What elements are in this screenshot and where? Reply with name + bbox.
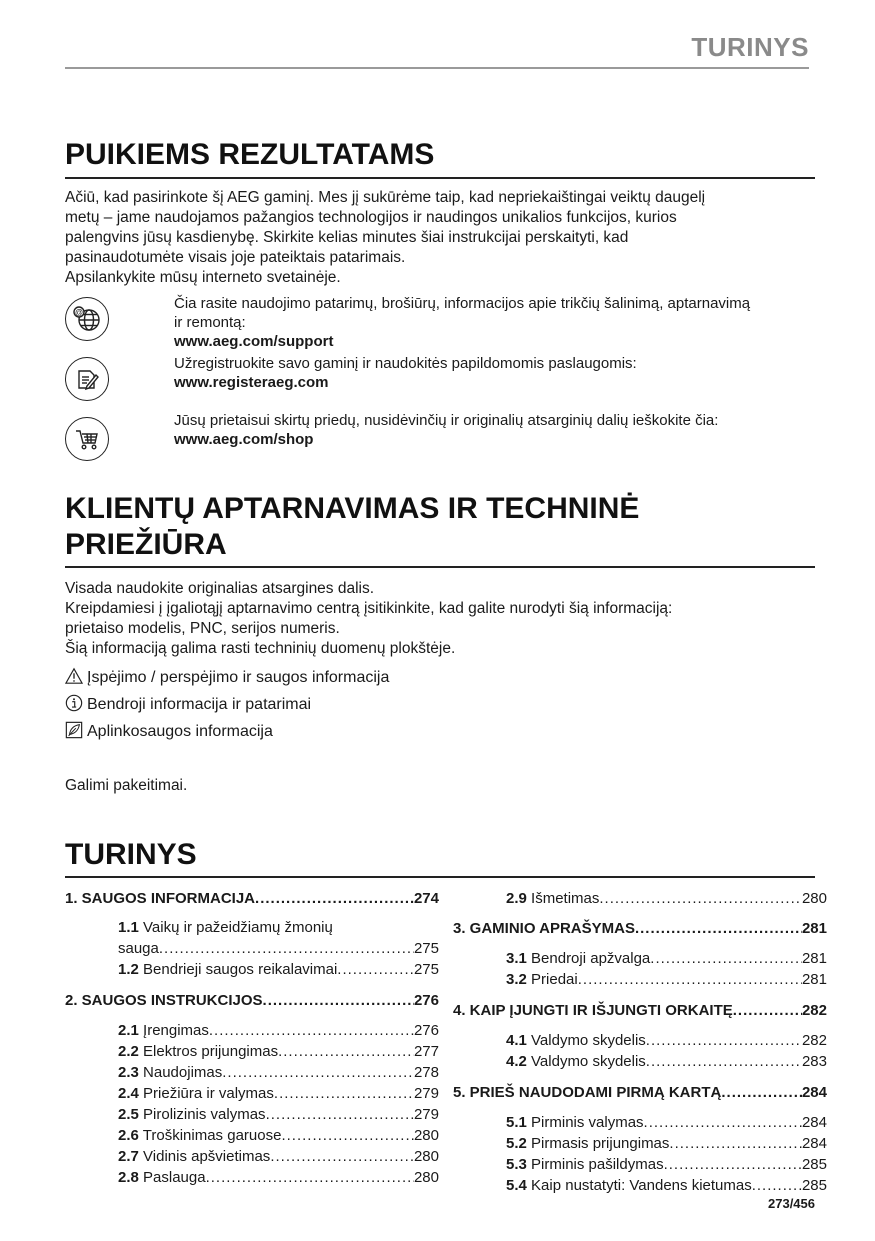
shopping-cart-icon <box>65 417 109 461</box>
page-number: 273/456 <box>768 1196 815 1211</box>
toc-entry[interactable]: 4.1 Valdymo skydelis ..... 282 <box>506 1032 827 1049</box>
globe-support-icon <box>65 297 109 341</box>
toc-entry[interactable]: 4.2 Valdymo skydelis ..... 283 <box>506 1053 827 1070</box>
toc-entry[interactable]: sauga ..... 275 <box>118 940 439 957</box>
toc-entry[interactable]: 3.1 Bendroji apžvalga ..... 281 <box>506 950 827 967</box>
support-link[interactable]: www.aeg.com/support <box>174 333 334 350</box>
legend-row <box>65 718 825 745</box>
legend-label: Bendroji informacija ir patarimai <box>87 696 312 713</box>
support-text: Čia rasite naudojimo patarimų, brošiūrų, informacijos apie trikčių šalinimą, aptarnavimą <box>174 295 751 312</box>
toc-entry[interactable]: 5. PRIEŠ NAUDODAMI PIRMĄ KARTĄ ..... 284 <box>453 1084 827 1101</box>
toc-title: TURINYS <box>65 838 197 871</box>
intro-line: pasinaudotumėte visais joje pateiktais patarimais. <box>65 249 406 266</box>
service-divider <box>65 566 815 568</box>
legend-label: Įspėjimo / perspėjimo ir saugos informacija <box>87 669 390 686</box>
intro-line: Apsilankykite mūsų interneto svetainėje. <box>65 269 341 286</box>
shop-text: Jūsų prietaisui skirtų priedų, nusidėvinčių ir originalių atsarginių dalių ieškokite čia: <box>174 412 719 429</box>
svg-text:@: @ <box>75 308 83 317</box>
toc-divider <box>65 876 815 878</box>
intro-line: metų – jame naudojamos pažangios technologijos ir naudingos unikalios funkcijos, kurios <box>65 209 677 226</box>
support-text-cont: ir remontą: <box>174 314 246 331</box>
toc-entry[interactable]: 5.4 Kaip nustatyti: Vandens kietumas ..... 285 <box>506 1177 827 1194</box>
service-title-line: KLIENTŲ APTARNAVIMAS IR TECHNINĖ <box>65 492 640 525</box>
changes-note: Galimi pakeitimai. <box>65 777 188 794</box>
toc-entry[interactable]: 5.3 Pirminis pašildymas ..... 285 <box>506 1156 827 1173</box>
intro-line: Ačiū, kad pasirinkote šį AEG gaminį. Mes jį sukūrėme taip, kad nepriekaištingai veiktų daugelį <box>65 189 706 206</box>
toc-entry[interactable]: 2.4 Priežiūra ir valymas ..... 279 <box>118 1085 439 1102</box>
toc-entry[interactable]: 3. GAMINIO APRAŠYMAS ..... 281 <box>453 920 827 937</box>
toc-entry[interactable]: 2.9 Išmetimas ..... 280 <box>506 890 827 907</box>
service-line: Kreipdamiesi į įgaliotąjį aptarnavimo centrą įsitikinkite, kad galite nurodyti šią informaciją: <box>65 600 673 617</box>
register-item <box>65 354 825 404</box>
service-title-line: PRIEŽIŪRA <box>65 528 227 561</box>
toc-entry[interactable]: 2.1 Įrengimas ..... 276 <box>118 1022 439 1039</box>
register-link[interactable]: www.registeraeg.com <box>174 374 329 391</box>
shop-item <box>65 411 825 463</box>
toc-entry[interactable]: 5.1 Pirminis valymas ..... 284 <box>506 1114 827 1131</box>
toc-entry[interactable]: 5.2 Pirmasis prijungimas ..... 284 <box>506 1135 827 1152</box>
legend-row <box>65 691 825 718</box>
toc-entry[interactable]: 1.2 Bendrieji saugos reikalavimai ..... 275 <box>118 961 439 978</box>
shop-link[interactable]: www.aeg.com/shop <box>174 431 314 448</box>
legend-row <box>65 664 825 691</box>
intro-title: PUIKIEMS REZULTATAMS <box>65 138 435 171</box>
intro-divider <box>65 177 815 179</box>
service-line: Šią informaciją galima rasti techninių duomenų plokštėje. <box>65 640 456 657</box>
intro-line: palengvins jūsų kasdienybę. Skirkite kelias minutes šiai instrukcijai perskaityti, kad <box>65 229 629 246</box>
toc-entry[interactable]: 2.2 Elektros prijungimas ..... 277 <box>118 1043 439 1060</box>
warning-triangle-icon <box>65 667 83 685</box>
support-item <box>65 294 825 354</box>
environment-leaf-icon <box>65 721 83 739</box>
toc-entry[interactable]: 1.1 Vaikų ir pažeidžiamų žmonių <box>118 919 333 936</box>
register-document-icon <box>65 357 109 401</box>
toc-entry[interactable]: 2.6 Troškinimas garuose ..... 280 <box>118 1127 439 1144</box>
toc-entry[interactable]: 1. SAUGOS INFORMACIJA ..... 274 <box>65 890 439 907</box>
toc-entry[interactable]: 2.3 Naudojimas ..... 278 <box>118 1064 439 1081</box>
toc-entry[interactable]: 2.8 Paslauga ..... 280 <box>118 1169 439 1186</box>
service-paragraph <box>65 579 825 659</box>
toc-entry[interactable]: 2.7 Vidinis apšvietimas ..... 280 <box>118 1148 439 1165</box>
info-circle-icon <box>65 694 83 712</box>
service-line: Visada naudokite originalias atsargines dalis. <box>65 580 375 597</box>
intro-paragraph <box>65 188 825 288</box>
symbol-legend <box>65 664 825 745</box>
toc-entry[interactable]: 2.5 Pirolizinis valymas ..... 279 <box>118 1106 439 1123</box>
register-text: Užregistruokite savo gaminį ir naudokitės papildomomis paslaugomis: <box>174 355 637 372</box>
service-title <box>65 491 639 563</box>
service-line: prietaiso modelis, PNC, serijos numeris. <box>65 620 340 637</box>
toc-entry[interactable]: 2. SAUGOS INSTRUKCIJOS ..... 276 <box>65 992 439 1009</box>
toc-entry[interactable]: 3.2 Priedai ..... 281 <box>506 971 827 988</box>
header-divider <box>65 67 809 69</box>
toc-entry[interactable]: 4. KAIP ĮJUNGTI IR IŠJUNGTI ORKAITĘ ..... 282 <box>453 1002 827 1019</box>
page-header-title: TURINYS <box>691 32 809 62</box>
legend-label: Aplinkosaugos informacija <box>87 723 273 740</box>
